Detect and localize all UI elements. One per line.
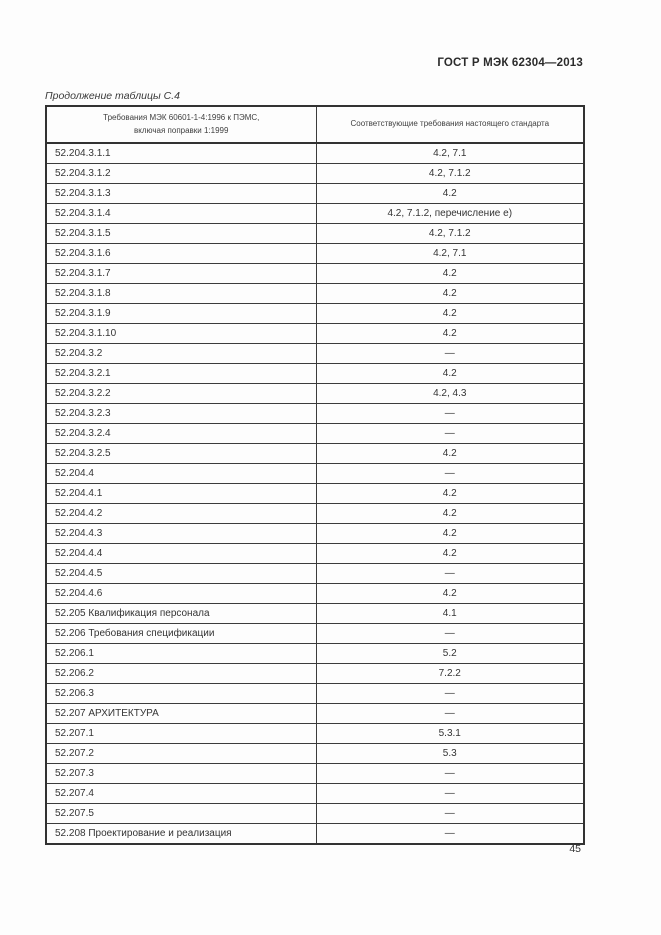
requirement-cell: 52.207.4 xyxy=(46,784,316,804)
table-row xyxy=(46,644,584,664)
corresponding-requirement-cell: 4.2, 7.1.2 xyxy=(316,224,584,244)
table-row xyxy=(46,284,584,304)
table-row xyxy=(46,584,584,604)
corresponding-requirement-cell: 4.2, 7.1.2, перечисление е) xyxy=(316,204,584,224)
table-header-row xyxy=(46,106,584,143)
table-row xyxy=(46,364,584,384)
requirement-cell: 52.204.3.2.3 xyxy=(46,404,316,424)
corresponding-requirement-cell: 4.1 xyxy=(316,604,584,624)
col1-header-line1: Требования МЭК 60601-1-4:1996 к ПЭМС, xyxy=(103,113,260,123)
col1-header-line2: включая поправки 1:1999 xyxy=(134,125,229,135)
corresponding-requirement-cell: — xyxy=(316,404,584,424)
corresponding-requirement-cell: 4.2 xyxy=(316,304,584,324)
table-row xyxy=(46,724,584,744)
table-row xyxy=(46,444,584,464)
corresponding-requirement-cell: 4.2 xyxy=(316,364,584,384)
requirement-cell: 52.207.3 xyxy=(46,764,316,784)
corresponding-requirement-cell: — xyxy=(316,704,584,724)
corresponding-requirement-cell: — xyxy=(316,464,584,484)
column-header-iec-requirements xyxy=(46,106,316,143)
table-row xyxy=(46,424,584,444)
requirement-cell: 52.208 Проектирование и реализация xyxy=(46,824,316,845)
table-row xyxy=(46,404,584,424)
requirement-cell: 52.204.3.1.8 xyxy=(46,284,316,304)
requirement-cell: 52.204.4.6 xyxy=(46,584,316,604)
requirement-cell: 52.204.3.1.7 xyxy=(46,264,316,284)
requirement-cell: 52.204.3.1.5 xyxy=(46,224,316,244)
requirement-cell: 52.204.4.2 xyxy=(46,504,316,524)
corresponding-requirement-cell: 4.2 xyxy=(316,484,584,504)
corresponding-requirement-cell: 4.2 xyxy=(316,504,584,524)
table-row xyxy=(46,143,584,164)
table-row xyxy=(46,824,584,845)
corresponding-requirement-cell: — xyxy=(316,764,584,784)
requirement-cell: 52.206.2 xyxy=(46,664,316,684)
table-row xyxy=(46,304,584,324)
table-row xyxy=(46,744,584,764)
corresponding-requirement-cell: 4.2, 7.1 xyxy=(316,143,584,164)
corresponding-requirement-cell: 4.2 xyxy=(316,524,584,544)
table-row xyxy=(46,624,584,644)
requirement-cell: 52.206.3 xyxy=(46,684,316,704)
corresponding-requirement-cell: — xyxy=(316,344,584,364)
table-row xyxy=(46,704,584,724)
table-row xyxy=(46,184,584,204)
requirement-cell: 52.205 Квалификация персонала xyxy=(46,604,316,624)
table-row xyxy=(46,564,584,584)
table-row xyxy=(46,264,584,284)
requirement-cell: 52.206 Требования спецификации xyxy=(46,624,316,644)
table-row xyxy=(46,504,584,524)
requirement-cell: 52.207.1 xyxy=(46,724,316,744)
table-row xyxy=(46,804,584,824)
requirement-cell: 52.206.1 xyxy=(46,644,316,664)
requirement-cell: 52.204.4 xyxy=(46,464,316,484)
requirement-cell: 52.204.4.4 xyxy=(46,544,316,564)
table-body xyxy=(46,143,584,844)
requirement-cell: 52.204.3.1.6 xyxy=(46,244,316,264)
requirement-cell: 52.204.3.2 xyxy=(46,344,316,364)
requirement-cell: 52.204.3.2.1 xyxy=(46,364,316,384)
table-row xyxy=(46,484,584,504)
corresponding-requirement-cell: 4.2, 7.1.2 xyxy=(316,164,584,184)
requirement-cell: 52.204.3.1.2 xyxy=(46,164,316,184)
corresponding-requirement-cell: — xyxy=(316,564,584,584)
requirement-cell: 52.204.3.1.9 xyxy=(46,304,316,324)
corresponding-requirement-cell: 4.2, 7.1 xyxy=(316,244,584,264)
column-header-standard-requirements: Соответствующие требования настоящего стандарта xyxy=(316,106,584,143)
corresponding-requirement-cell: 4.2 xyxy=(316,584,584,604)
table-row xyxy=(46,244,584,264)
table-row xyxy=(46,544,584,564)
table-row xyxy=(46,664,584,684)
table-row xyxy=(46,324,584,344)
corresponding-requirement-cell: — xyxy=(316,424,584,444)
requirement-cell: 52.204.3.2.5 xyxy=(46,444,316,464)
table-row xyxy=(46,164,584,184)
table-row xyxy=(46,384,584,404)
table-row xyxy=(46,684,584,704)
table-row xyxy=(46,784,584,804)
corresponding-requirement-cell: 4.2 xyxy=(316,184,584,204)
table-row xyxy=(46,464,584,484)
table-caption: Продолжение таблицы С.4 xyxy=(45,90,180,102)
table-row xyxy=(46,344,584,364)
page-number: 45 xyxy=(569,843,581,855)
requirement-cell: 52.204.4.5 xyxy=(46,564,316,584)
requirement-cell: 52.204.3.1.3 xyxy=(46,184,316,204)
corresponding-requirement-cell: 5.3 xyxy=(316,744,584,764)
corresponding-requirement-cell: 5.2 xyxy=(316,644,584,664)
corresponding-requirement-cell: 4.2, 4.3 xyxy=(316,384,584,404)
corresponding-requirement-cell: 4.2 xyxy=(316,444,584,464)
corresponding-requirement-cell: 4.2 xyxy=(316,284,584,304)
corresponding-requirement-cell: — xyxy=(316,804,584,824)
table-row xyxy=(46,604,584,624)
requirement-cell: 52.204.4.3 xyxy=(46,524,316,544)
corresponding-requirement-cell: — xyxy=(316,824,584,845)
requirement-cell: 52.207.5 xyxy=(46,804,316,824)
table-row xyxy=(46,764,584,784)
corresponding-requirement-cell: 4.2 xyxy=(316,324,584,344)
corresponding-requirement-cell: 4.2 xyxy=(316,264,584,284)
corresponding-requirement-cell: — xyxy=(316,624,584,644)
corresponding-requirement-cell: 5.3.1 xyxy=(316,724,584,744)
table-row xyxy=(46,224,584,244)
table-row xyxy=(46,524,584,544)
requirement-cell: 52.204.3.2.4 xyxy=(46,424,316,444)
requirement-cell: 52.204.4.1 xyxy=(46,484,316,504)
requirement-cell: 52.204.3.1.4 xyxy=(46,204,316,224)
corresponding-requirement-cell: 4.2 xyxy=(316,544,584,564)
requirement-cell: 52.207 АРХИТЕКТУРА xyxy=(46,704,316,724)
corresponding-requirement-cell: — xyxy=(316,784,584,804)
corresponding-requirement-cell: 7.2.2 xyxy=(316,664,584,684)
document-header: ГОСТ Р МЭК 62304—2013 xyxy=(437,57,583,69)
table-row xyxy=(46,204,584,224)
requirement-cell: 52.204.3.2.2 xyxy=(46,384,316,404)
requirement-cell: 52.207.2 xyxy=(46,744,316,764)
requirement-cell: 52.204.3.1.1 xyxy=(46,143,316,164)
corresponding-requirement-cell: — xyxy=(316,684,584,704)
requirements-table xyxy=(45,105,585,845)
requirement-cell: 52.204.3.1.10 xyxy=(46,324,316,344)
